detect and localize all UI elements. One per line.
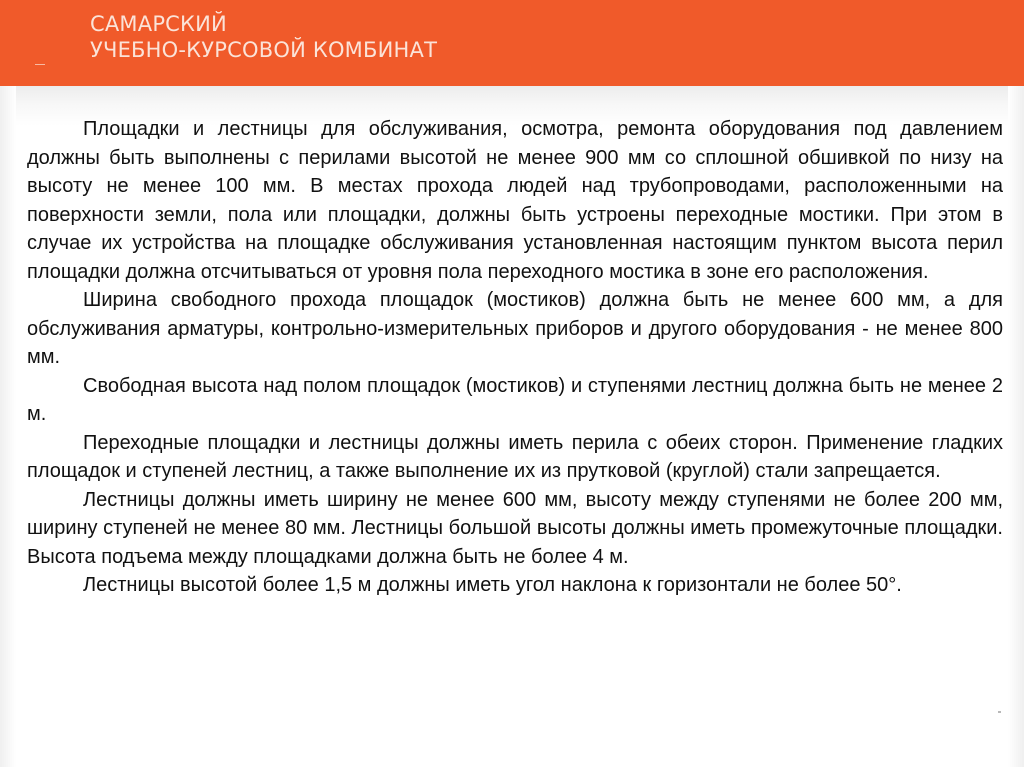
right-edge-shadow <box>1008 86 1024 767</box>
brand-dash-mark <box>35 64 45 65</box>
paragraph-4: Переходные площадки и лестницы должны иметь перила с обеих сторон. Применение гладких площадок и ступеней лестниц, а также выполнение их из прутковой (круглой) стали запрещается. <box>27 431 1003 482</box>
paragraph-3: Свободная высота над полом площадок (мостиков) и ступенями лестниц должна быть не менее 2 м. <box>27 374 1003 425</box>
paragraph-5: Лестницы должны иметь ширину не менее 600 мм, высоту между ступенями не более 200 мм, ширину ступеней не менее 80 мм. Лестницы большой высоты должны иметь промежуточные площадки. Высота подъема между площадками должна быть не более 4 м. <box>27 488 1003 568</box>
corner-dot <box>998 711 1001 713</box>
paragraph-1: Площадки и лестницы для обслуживания, осмотра, ремонта оборудования под давлением должны быть выполнены с перилами высотой не менее 900 мм со сплошной обшивкой по низу на высоту не менее 100 мм. В местах прохода людей над трубопроводами, расположенными на поверхности земли, пола или площадки, должны быть устроены переходные мостики. При этом в случае их устройства на площадке обслуживания установленная настоящим пунктом высота перил площадки должна отсчитываться от уровня пола переходного мостика в зоне его расположения. <box>27 118 1003 283</box>
brand-line-1: САМАРСКИЙ <box>90 12 227 36</box>
paragraph-2: Ширина свободного прохода площадок (мостиков) должна быть не менее 600 мм, а для обслуживания арматуры, контрольно-измерительных приборов и другого оборудования - не менее 800 мм. <box>27 289 1003 368</box>
brand-logo-text <box>90 11 437 63</box>
header-bar <box>0 0 1024 86</box>
document-body <box>27 115 1003 600</box>
left-edge-shadow <box>0 86 16 767</box>
brand-line-2: УЧЕБНО-КУРСОВОЙ КОМБИНАТ <box>90 38 438 62</box>
paragraph-6: Лестницы высотой более 1,5 м должны иметь угол наклона к горизонтали не более 50°. <box>83 574 902 596</box>
